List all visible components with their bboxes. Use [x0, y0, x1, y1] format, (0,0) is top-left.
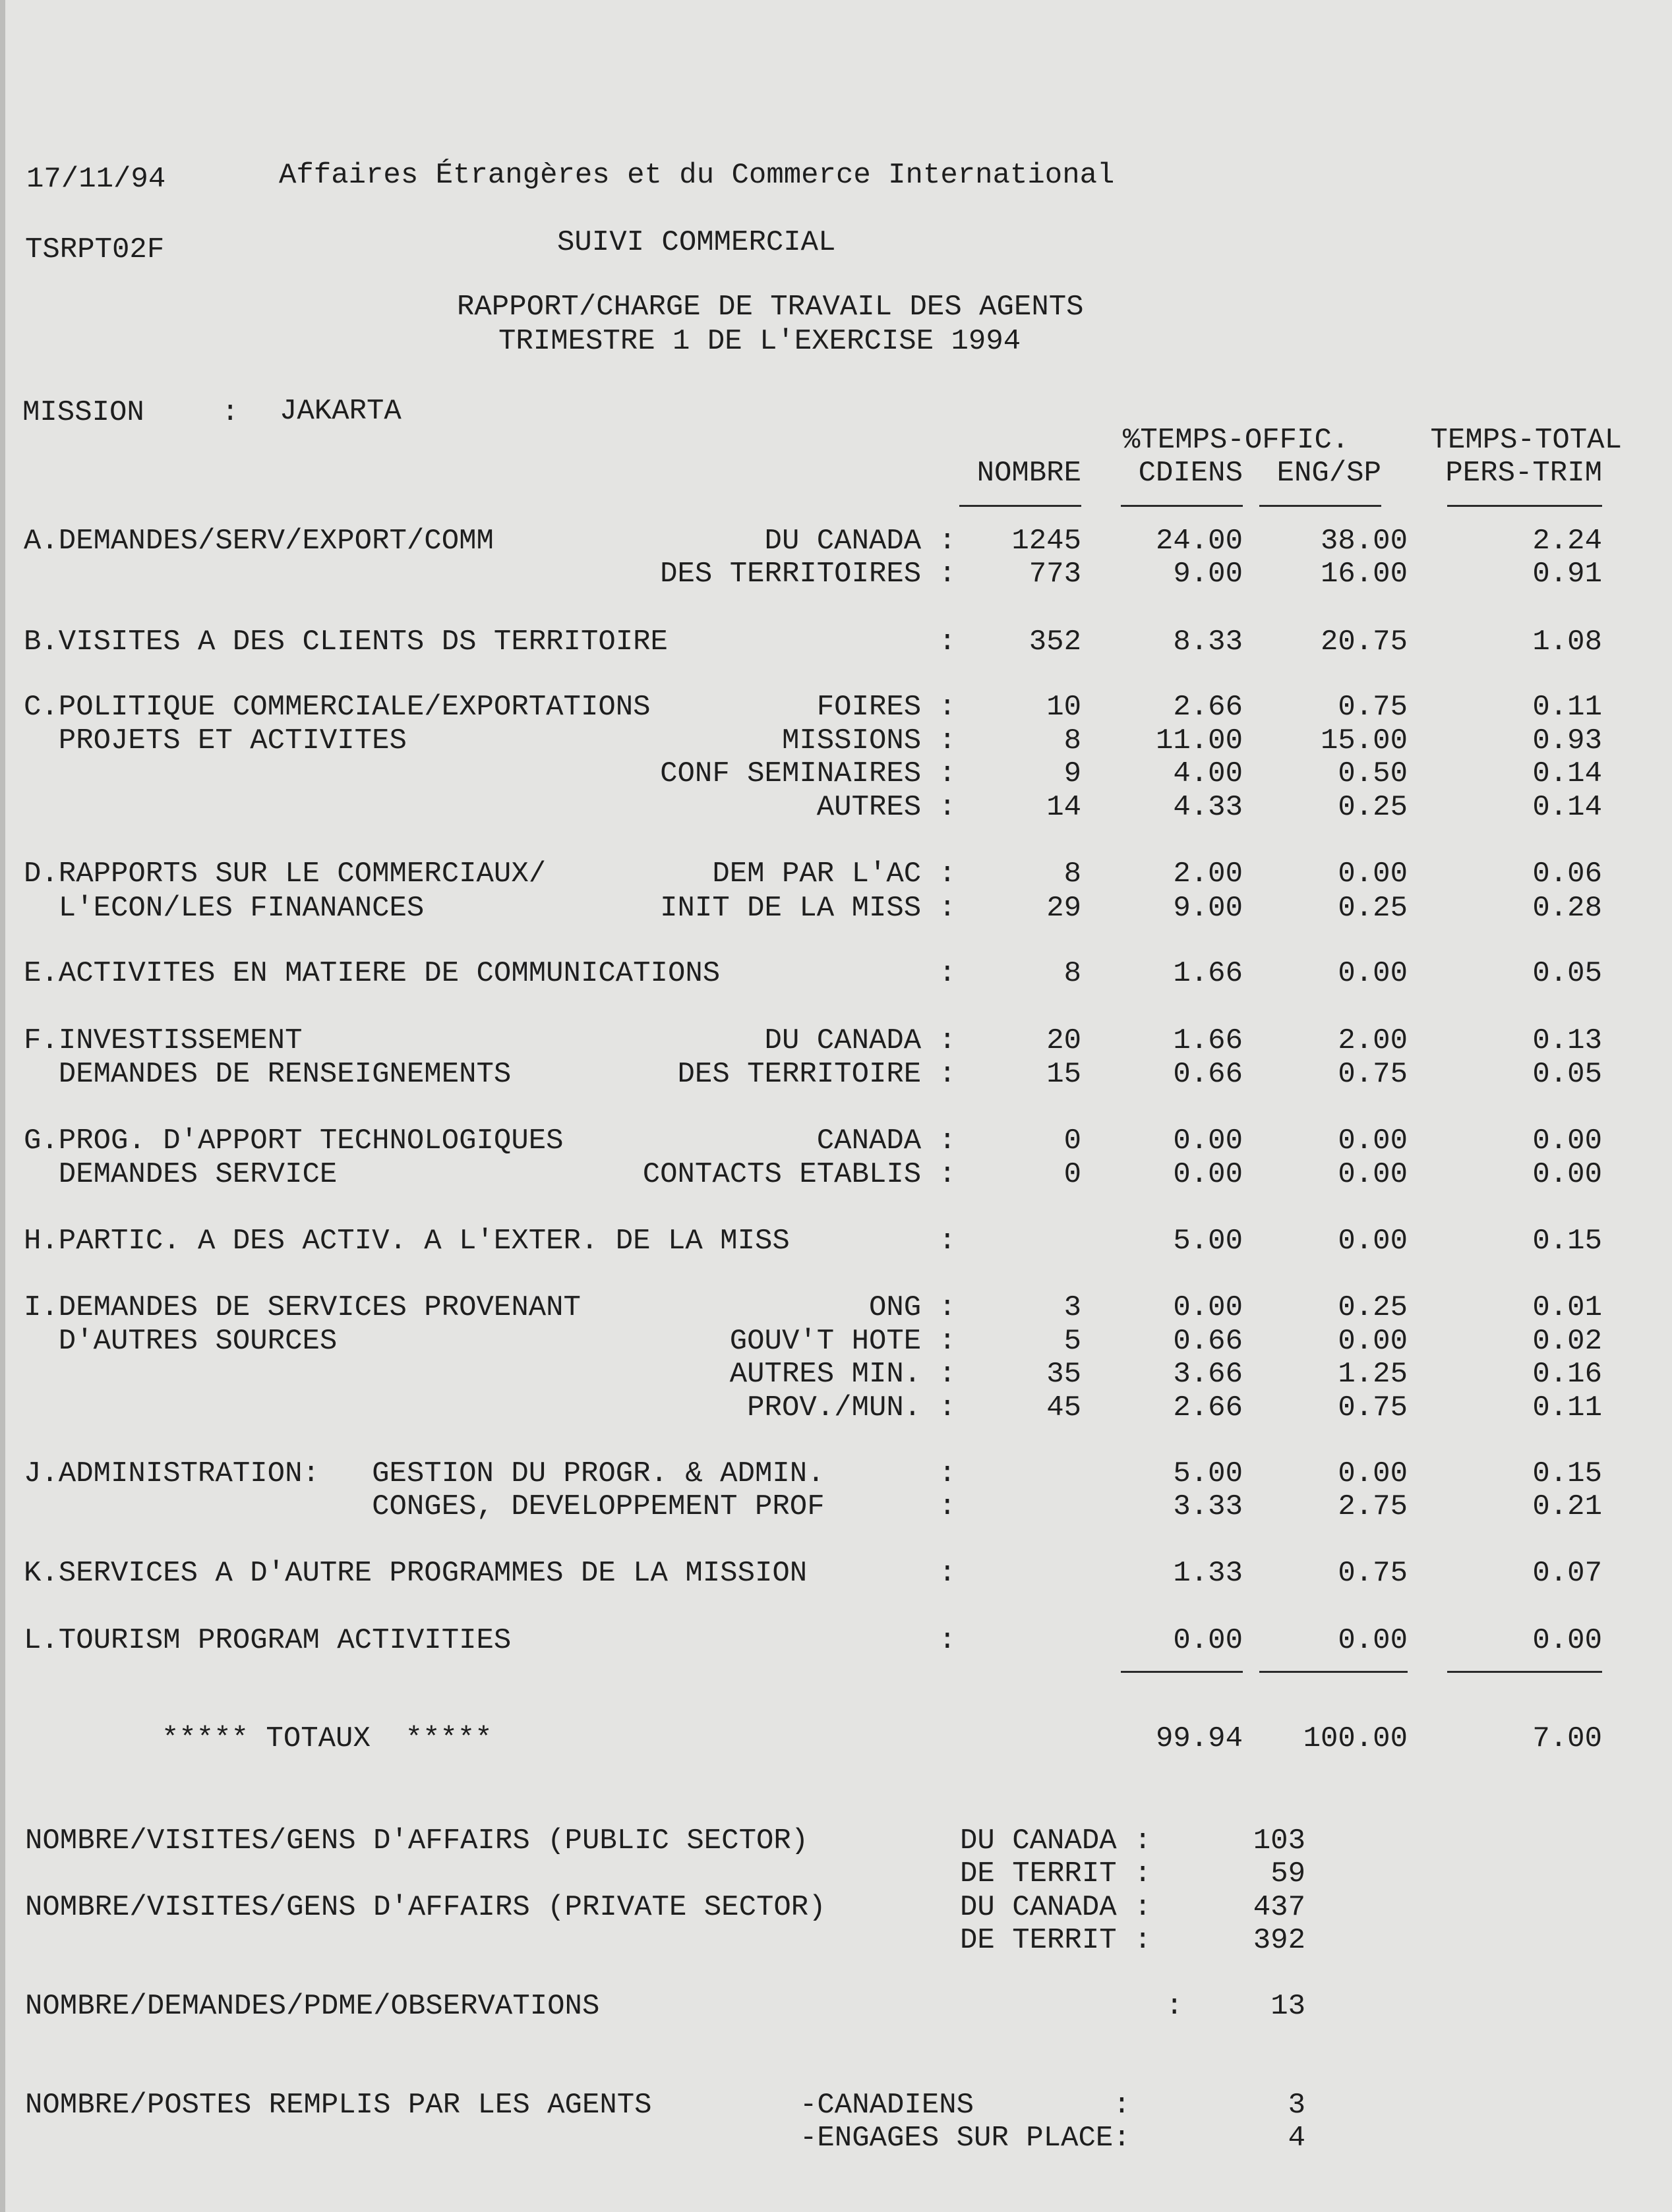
row-sublabel: INIT DE LA MISS :: [660, 892, 956, 925]
row-engsp: 0.75: [1338, 1058, 1408, 1091]
report-title: RAPPORT/CHARGE DE TRAVAIL DES AGENTS: [457, 291, 1084, 324]
row-cdiens: 4.00: [1173, 757, 1243, 790]
row-cdiens: 1.33: [1173, 1557, 1243, 1590]
row-pers-trim: 0.28: [1532, 892, 1602, 925]
row-label: I.DEMANDES DE SERVICES PROVENANT: [24, 1291, 581, 1324]
row-nombre: 35: [1046, 1358, 1081, 1391]
row-pers-trim: 0.21: [1532, 1490, 1602, 1523]
postes-engages-value: 4: [1288, 2122, 1305, 2155]
row-label: H.PARTIC. A DES ACTIV. A L'EXTER. DE LA MISS: [24, 1225, 790, 1258]
row-sublabel: AUTRES :: [816, 791, 956, 824]
row-engsp: 0.00: [1338, 1124, 1408, 1157]
row-pers-trim: 0.13: [1532, 1024, 1602, 1057]
row-cdiens: 8.33: [1173, 626, 1243, 658]
row-label: D'AUTRES SOURCES: [24, 1325, 338, 1358]
underline-total-engsp: [1259, 1671, 1408, 1673]
row-label: L'ECON/LES FINANANCES: [24, 892, 425, 925]
row-pers-trim: 1.08: [1532, 626, 1602, 658]
row-engsp: 0.00: [1338, 957, 1408, 990]
row-cdiens: 0.00: [1173, 1291, 1243, 1324]
row-sublabel: CONF SEMINAIRES :: [660, 757, 956, 790]
row-cdiens: 2.00: [1173, 858, 1243, 890]
row-pers-trim: 0.15: [1532, 1225, 1602, 1258]
underline-nombre: [959, 505, 1081, 507]
row-pers-trim: 0.14: [1532, 791, 1602, 824]
postes-engages-label: -ENGAGES SUR PLACE:: [800, 2122, 1131, 2155]
total-pers-trim: 7.00: [1532, 1722, 1602, 1755]
postes-canadiens-value: 3: [1288, 2089, 1305, 2122]
visits-private-label: NOMBRE/VISITES/GENS D'AFFAIRS (PRIVATE SECTOR): [25, 1891, 826, 1924]
row-cdiens: 5.00: [1173, 1225, 1243, 1258]
row-sublabel: :: [938, 1557, 956, 1590]
row-sublabel: :: [938, 1490, 956, 1523]
row-pers-trim: 0.00: [1532, 1124, 1602, 1157]
row-nombre: 352: [1029, 626, 1081, 658]
row-pers-trim: 0.11: [1532, 1391, 1602, 1424]
underline-cdiens: [1121, 505, 1243, 507]
row-nombre: 10: [1046, 691, 1081, 724]
row-cdiens: 3.33: [1173, 1490, 1243, 1523]
visits-value: 59: [1270, 1857, 1305, 1890]
row-label: K.SERVICES A D'AUTRE PROGRAMMES DE LA MISSION: [24, 1557, 808, 1590]
row-label: B.VISITES A DES CLIENTS DS TERRITOIRE: [24, 626, 668, 658]
row-nombre: 14: [1046, 791, 1081, 824]
row-engsp: 2.75: [1338, 1490, 1408, 1523]
row-engsp: 0.00: [1338, 1624, 1408, 1657]
row-pers-trim: 0.05: [1532, 1058, 1602, 1091]
row-engsp: 2.00: [1338, 1024, 1408, 1057]
row-nombre: 0: [1063, 1158, 1081, 1191]
row-nombre: 8: [1063, 858, 1081, 890]
total-engsp: 100.00: [1303, 1722, 1408, 1755]
row-nombre: 9: [1063, 757, 1081, 790]
row-cdiens: 4.33: [1173, 791, 1243, 824]
row-sublabel: CONTACTS ETABLIS :: [642, 1158, 956, 1191]
postes-canadiens-label: -CANADIENS :: [800, 2089, 1131, 2122]
row-engsp: 0.75: [1338, 1391, 1408, 1424]
row-sublabel: DU CANADA :: [764, 1024, 956, 1057]
row-pers-trim: 2.24: [1532, 525, 1602, 558]
row-cdiens: 2.66: [1173, 1391, 1243, 1424]
visits-sublabel: DE TERRIT :: [960, 1857, 1152, 1890]
row-cdiens: 0.66: [1173, 1058, 1243, 1091]
mission-value: JAKARTA: [280, 395, 402, 428]
row-engsp: 0.00: [1338, 1225, 1408, 1258]
report-code: TSRPT02F: [25, 233, 165, 266]
row-label: E.ACTIVITES EN MATIERE DE COMMUNICATIONS: [24, 957, 721, 990]
row-label: DEMANDES DE RENSEIGNEMENTS: [24, 1058, 512, 1091]
row-pers-trim: 0.05: [1532, 957, 1602, 990]
postes-label: NOMBRE/POSTES REMPLIS PAR LES AGENTS: [25, 2089, 652, 2122]
row-engsp: 0.00: [1338, 1457, 1408, 1490]
header-temps-offic: %TEMPS-OFFIC.: [1123, 424, 1350, 457]
page-edge: [0, 0, 5, 2212]
demandes-sep: :: [1166, 1990, 1183, 2023]
visits-sublabel: DE TERRIT :: [960, 1924, 1152, 1957]
row-nombre: 3: [1063, 1291, 1081, 1324]
row-sublabel: :: [938, 1457, 956, 1490]
row-engsp: 0.75: [1338, 691, 1408, 724]
row-sublabel: ONG :: [868, 1291, 956, 1324]
row-engsp: 0.75: [1338, 1557, 1408, 1590]
row-label: L.TOURISM PROGRAM ACTIVITIES: [24, 1624, 512, 1657]
row-label: CONGES, DEVELOPPEMENT PROF: [24, 1490, 825, 1523]
row-pers-trim: 0.07: [1532, 1557, 1602, 1590]
row-cdiens: 24.00: [1155, 525, 1243, 558]
row-sublabel: :: [938, 1225, 956, 1258]
row-engsp: 38.00: [1320, 525, 1408, 558]
row-sublabel: CANADA :: [816, 1124, 956, 1157]
row-label: F.INVESTISSEMENT: [24, 1024, 303, 1057]
row-cdiens: 1.66: [1173, 957, 1243, 990]
row-label: DEMANDES SERVICE: [24, 1158, 338, 1191]
row-sublabel: DES TERRITOIRES :: [660, 558, 956, 591]
row-engsp: 0.00: [1338, 1325, 1408, 1358]
visits-value: 437: [1253, 1891, 1305, 1924]
row-label: D.RAPPORTS SUR LE COMMERCIAUX/: [24, 858, 547, 890]
underline-engsp: [1259, 505, 1381, 507]
row-engsp: 0.25: [1338, 1291, 1408, 1324]
row-engsp: 0.25: [1338, 892, 1408, 925]
row-engsp: 0.50: [1338, 757, 1408, 790]
row-sublabel: FOIRES :: [816, 691, 956, 724]
row-label: G.PROG. D'APPORT TECHNOLOGIQUES: [24, 1124, 564, 1157]
row-cdiens: 0.00: [1173, 1124, 1243, 1157]
row-cdiens: 2.66: [1173, 691, 1243, 724]
row-sublabel: MISSIONS :: [781, 724, 956, 757]
row-engsp: 16.00: [1320, 558, 1408, 591]
row-label: C.POLITIQUE COMMERCIALE/EXPORTATIONS: [24, 691, 651, 724]
row-pers-trim: 0.01: [1532, 1291, 1602, 1324]
row-sublabel: :: [938, 957, 956, 990]
row-label: PROJETS ET ACTIVITES: [24, 724, 407, 757]
row-pers-trim: 0.00: [1532, 1624, 1602, 1657]
row-pers-trim: 0.14: [1532, 757, 1602, 790]
row-pers-trim: 0.15: [1532, 1457, 1602, 1490]
ministry-name: Affaires Étrangères et du Commerce International: [279, 159, 1115, 192]
header-pers-trim: PERS-TRIM: [1445, 457, 1602, 490]
row-engsp: 0.25: [1338, 791, 1408, 824]
row-nombre: 1245: [1011, 525, 1081, 558]
header-cdiens: CDIENS: [1138, 457, 1243, 490]
system-name: SUIVI COMMERCIAL: [557, 226, 836, 259]
row-nombre: 15: [1046, 1058, 1081, 1091]
totals-label: ***** TOTAUX *****: [162, 1722, 493, 1755]
demandes-label: NOMBRE/DEMANDES/PDME/OBSERVATIONS: [25, 1990, 600, 2023]
row-pers-trim: 0.91: [1532, 558, 1602, 591]
row-engsp: 0.00: [1338, 858, 1408, 890]
row-sublabel: :: [938, 1624, 956, 1657]
header-temps-total: TEMPS-TOTAL: [1430, 424, 1622, 457]
demandes-value: 13: [1270, 1990, 1305, 2023]
row-cdiens: 0.00: [1173, 1624, 1243, 1657]
row-nombre: 5: [1063, 1325, 1081, 1358]
row-sublabel: PROV./MUN. :: [747, 1391, 956, 1424]
visits-value: 103: [1253, 1824, 1305, 1857]
report-date: 17/11/94: [26, 163, 166, 196]
row-nombre: 0: [1063, 1124, 1081, 1157]
row-nombre: 20: [1046, 1024, 1081, 1057]
row-cdiens: 3.66: [1173, 1358, 1243, 1391]
row-engsp: 1.25: [1338, 1358, 1408, 1391]
mission-sep: :: [222, 396, 239, 429]
row-nombre: 29: [1046, 892, 1081, 925]
row-engsp: 0.00: [1338, 1158, 1408, 1191]
row-pers-trim: 0.93: [1532, 724, 1602, 757]
row-sublabel: :: [938, 626, 956, 658]
row-pers-trim: 0.11: [1532, 691, 1602, 724]
underline-total-pers-trim: [1447, 1671, 1602, 1673]
mission-label: MISSION: [22, 396, 144, 429]
row-cdiens: 0.00: [1173, 1158, 1243, 1191]
row-nombre: 45: [1046, 1391, 1081, 1424]
row-sublabel: DEM PAR L'AC :: [712, 858, 956, 890]
visits-sublabel: DU CANADA :: [960, 1891, 1152, 1924]
row-sublabel: GOUV'T HOTE :: [729, 1325, 956, 1358]
row-nombre: 773: [1029, 558, 1081, 591]
visits-public-label: NOMBRE/VISITES/GENS D'AFFAIRS (PUBLIC SECTOR): [25, 1824, 809, 1857]
row-label: J.ADMINISTRATION: GESTION DU PROGR. & ADMIN.: [24, 1457, 825, 1490]
report-period: TRIMESTRE 1 DE L'EXERCISE 1994: [498, 325, 1021, 358]
row-cdiens: 5.00: [1173, 1457, 1243, 1490]
row-pers-trim: 0.02: [1532, 1325, 1602, 1358]
header-engsp: ENG/SP: [1276, 457, 1381, 490]
row-nombre: 8: [1063, 957, 1081, 990]
row-cdiens: 0.66: [1173, 1325, 1243, 1358]
row-cdiens: 11.00: [1155, 724, 1243, 757]
total-cdiens: 99.94: [1155, 1722, 1243, 1755]
row-cdiens: 9.00: [1173, 892, 1243, 925]
row-label: A.DEMANDES/SERV/EXPORT/COMM: [24, 525, 494, 558]
visits-value: 392: [1253, 1924, 1305, 1957]
row-sublabel: DES TERRITOIRE :: [677, 1058, 956, 1091]
row-engsp: 20.75: [1320, 626, 1408, 658]
underline-pers-trim: [1447, 505, 1602, 507]
row-pers-trim: 0.06: [1532, 858, 1602, 890]
row-engsp: 15.00: [1320, 724, 1408, 757]
row-sublabel: DU CANADA :: [764, 525, 956, 558]
row-nombre: 8: [1063, 724, 1081, 757]
row-pers-trim: 0.16: [1532, 1358, 1602, 1391]
row-cdiens: 9.00: [1173, 558, 1243, 591]
row-sublabel: AUTRES MIN. :: [729, 1358, 956, 1391]
visits-sublabel: DU CANADA :: [960, 1824, 1152, 1857]
row-cdiens: 1.66: [1173, 1024, 1243, 1057]
underline-total-cdiens: [1121, 1671, 1243, 1673]
header-nombre: NOMBRE: [976, 457, 1081, 490]
row-pers-trim: 0.00: [1532, 1158, 1602, 1191]
